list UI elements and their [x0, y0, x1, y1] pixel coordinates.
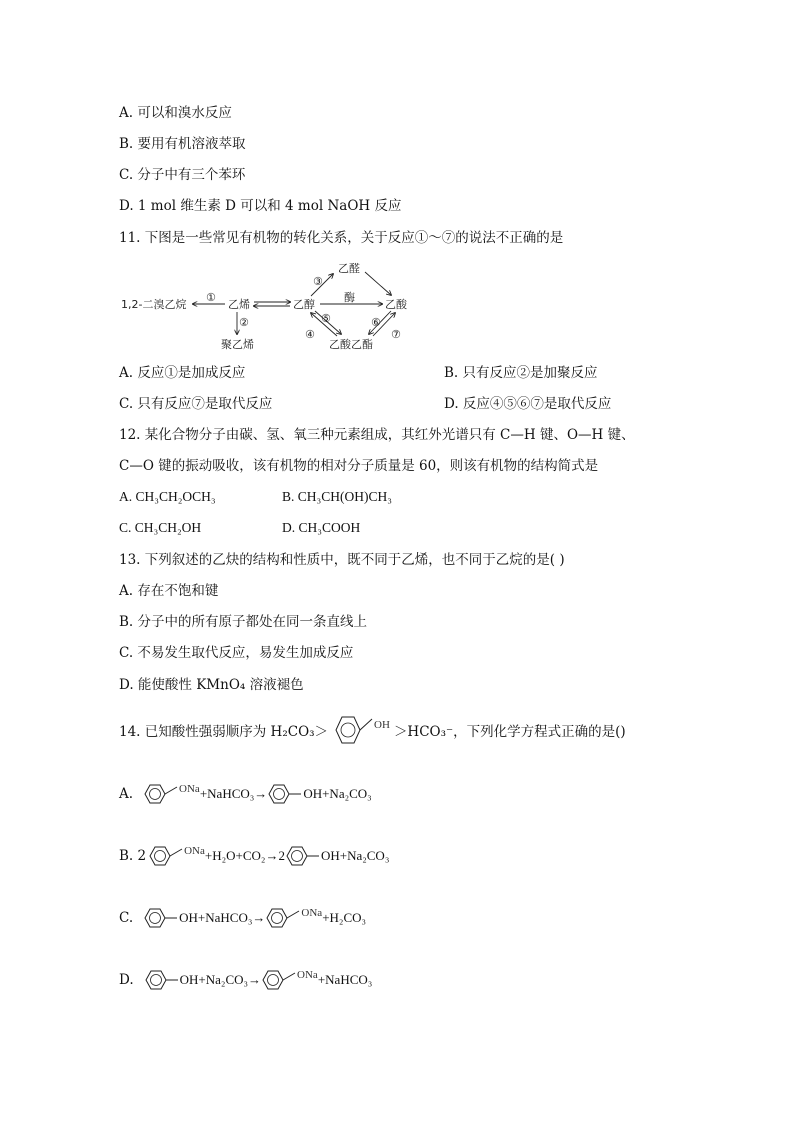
q12-stem-line1: 12. 某化合物分子由碳、氢、氧三种元素组成，其红外光谱只有 C—H 键、O—H 键、 — [119, 427, 635, 443]
q14-option-d-end: +NaHCO₃ — [317, 972, 373, 987]
q13-stem: 13. 下列叙述的乙炔的结构和性质中，既不同于乙烯，也不同于乙烷的是( ) — [119, 552, 565, 568]
benzene-ring-icon — [143, 782, 179, 806]
step6-number: ⑥ — [371, 316, 381, 329]
polyethylene-label: 聚乙烯 — [221, 338, 254, 351]
q14-option-c-group2: ONa — [301, 907, 323, 919]
q12-option-b: B. CH₃CH(OH)CH₃ — [282, 489, 392, 504]
q14-option-c-label: C. — [119, 910, 134, 926]
benzene-ring-icon — [143, 906, 179, 930]
step1-number: ① — [206, 291, 216, 304]
step5-number: ⑤ — [321, 312, 331, 325]
ethanol-label: 乙醇 — [293, 298, 315, 311]
q14-option-d-label: D. — [119, 972, 134, 988]
step4-number: ④ — [305, 328, 315, 341]
benzene-ring-icon — [267, 782, 303, 806]
q10-option-c: C. 分子中有三个苯环 — [119, 167, 246, 183]
q14-option-c-mid: +NaHCO₃→ — [197, 910, 266, 925]
arrow-aldehyde-acid — [365, 272, 391, 295]
reaction-diagram — [115, 258, 415, 354]
q12-stem-line2: C—O 键的振动吸收，该有机物的相对分子质量是 60，则该有机物的结构简式是 — [119, 458, 599, 474]
q14-option-a-label: A. — [119, 786, 134, 802]
q14-option-d-mid: +Na₂CO₃→ — [198, 972, 262, 987]
q11-option-a: A. 反应①是加成反应 — [119, 365, 246, 381]
q10-option-b: B. 要用有机溶液萃取 — [119, 136, 246, 152]
q13-option-d: D. 能使酸性 KMnO₄ 溶液褪色 — [119, 677, 304, 693]
phenol-ring-icon — [328, 713, 374, 747]
q13-option-a: A. 存在不饱和键 — [119, 583, 219, 599]
q14-option-a-group2: OH — [303, 786, 323, 801]
q14-option-a-mid: +NaHCO₃→ — [199, 786, 268, 801]
q14-option-b-group2: OH — [320, 848, 340, 863]
q11-option-b: B. 只有反应②是加聚反应 — [444, 365, 598, 381]
q14-option-b — [119, 844, 389, 868]
benzene-ring-icon — [265, 906, 301, 930]
q14-stem-oh: OH — [374, 719, 390, 731]
q14-option-d — [119, 968, 372, 992]
benzene-ring-icon — [144, 968, 180, 992]
q14-option-a — [119, 782, 372, 806]
q14-option-b-group1: ONa — [184, 845, 205, 857]
q14-option-b-end: +Na₂CO₃ — [339, 848, 390, 863]
step2-number: ② — [239, 316, 249, 329]
q12-option-c: C. CH₃CH₂OH — [119, 520, 202, 535]
q13-option-b: B. 分子中的所有原子都处在同一条直线上 — [119, 614, 368, 630]
q14-option-d-group2: ONa — [297, 969, 318, 981]
benzene-ring-icon — [148, 844, 184, 868]
q14-option-a-group1: ONa — [179, 783, 200, 795]
q14-stem-suffix: ＞HCO₃⁻，下列化学方程式正确的是() — [393, 724, 626, 740]
step7-number: ⑦ — [391, 328, 401, 341]
q14-stem — [119, 718, 626, 742]
q14-option-c-end: +H₂CO₃ — [322, 910, 367, 925]
q14-stem-prefix: 14. 已知酸性强弱顺序为 H₂CO₃＞ — [119, 724, 329, 740]
ethyl-acetate-label: 乙酸乙酯 — [329, 338, 373, 351]
acetaldehyde-label: 乙醛 — [338, 262, 360, 275]
q10-option-d: D. 1 mol 维生素 D 可以和 4 mol NaOH 反应 — [119, 198, 402, 214]
q11-option-d: D. 反应④⑤⑥⑦是取代反应 — [444, 396, 612, 412]
q14-option-b-mid: +H₂O+CO₂→2 — [204, 848, 285, 863]
q14-option-b-label: B. 2 — [119, 848, 147, 864]
q14-option-c — [119, 906, 366, 930]
dibromoethane-label: 1,2-二溴乙烷 — [121, 298, 187, 311]
ethylene-label: 乙烯 — [228, 298, 250, 311]
q14-option-c-group1: OH — [179, 910, 198, 925]
q12-option-d: D. CH₃COOH — [282, 520, 361, 535]
q14-option-d-group1: OH — [179, 972, 199, 987]
q11-stem: 11. 下图是一些常见有机物的转化关系，关于反应①～⑦的说法不正确的是 — [119, 230, 564, 246]
q13-option-c: C. 不易发生取代反应，易发生加成反应 — [119, 645, 354, 661]
benzene-ring-icon — [261, 968, 297, 992]
enzyme-label: 酶 — [344, 291, 355, 304]
q14-option-a-end: +Na₂CO₃ — [322, 786, 372, 801]
q10-option-a: A. 可以和溴水反应 — [119, 105, 232, 121]
acetic-acid-label: 乙酸 — [385, 298, 407, 311]
q12-option-a: A. CH₃CH₂OCH₃ — [119, 489, 216, 504]
q11-option-c: C. 只有反应⑦是取代反应 — [119, 396, 273, 412]
step3-number: ③ — [313, 275, 323, 288]
benzene-ring-icon — [285, 844, 321, 868]
